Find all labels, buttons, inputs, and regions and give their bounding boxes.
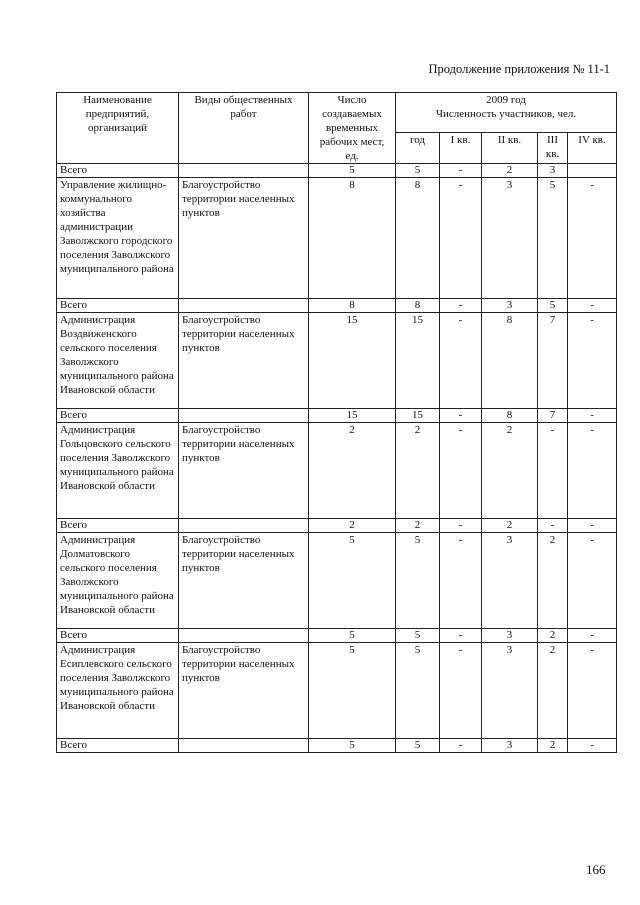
cell-year: 5 [396, 739, 440, 753]
cell-work [179, 739, 309, 753]
cell-jobs: 2 [309, 519, 396, 533]
cell-q2: 3 [482, 643, 538, 739]
cell-q4: - [568, 409, 617, 423]
cell-q4: - [568, 629, 617, 643]
cell-jobs: 5 [309, 164, 396, 178]
cell-org: Всего [57, 629, 179, 643]
cell-org: Администрация Воздвиженского сельского поселения Заволжского муниципального района Ивановской области [57, 313, 179, 409]
header-period-year: год [396, 132, 440, 163]
cell-q4: - [568, 423, 617, 519]
cell-q3: 7 [538, 409, 568, 423]
cell-work [179, 519, 309, 533]
cell-q1: - [440, 178, 482, 299]
table-row [57, 423, 617, 519]
cell-jobs: 5 [309, 739, 396, 753]
cell-year: 5 [396, 643, 440, 739]
cell-jobs: 8 [309, 178, 396, 299]
cell-work [179, 164, 309, 178]
total-row [57, 739, 617, 753]
cell-jobs: 8 [309, 299, 396, 313]
cell-q1: - [440, 533, 482, 629]
cell-q4: - [568, 643, 617, 739]
cell-org: Всего [57, 164, 179, 178]
page-number: 166 [586, 862, 606, 877]
cell-work [179, 629, 309, 643]
cell-org: Всего [57, 519, 179, 533]
header-period-q1: I кв. [440, 132, 482, 163]
cell-jobs: 5 [309, 629, 396, 643]
cell-q2: 3 [482, 533, 538, 629]
cell-q1: - [440, 423, 482, 519]
cell-org: Управление жилищно-коммунального хозяйства администрации Заволжского городского поселения Заволжского муниципального района [57, 178, 179, 299]
header-period-q3: III кв. [538, 132, 568, 163]
cell-jobs: 5 [309, 643, 396, 739]
cell-q4 [568, 164, 617, 178]
cell-jobs: 2 [309, 423, 396, 519]
cell-jobs: 5 [309, 533, 396, 629]
cell-work: Благоустройство территории населенных пунктов [179, 313, 309, 409]
cell-year: 5 [396, 533, 440, 629]
cell-org: Всего [57, 299, 179, 313]
cell-work: Благоустройство территории населенных пунктов [179, 423, 309, 519]
header-jobs: Число создаваемых временных рабочих мест, ед. [309, 93, 396, 164]
cell-q2: 8 [482, 313, 538, 409]
header-year: 2009 год [486, 94, 526, 106]
cell-q1: - [440, 164, 482, 178]
header-period-q2: II кв. [482, 132, 538, 163]
header-year-group [396, 93, 617, 133]
cell-q1: - [440, 739, 482, 753]
cell-q2: 3 [482, 629, 538, 643]
cell-q1: - [440, 299, 482, 313]
cell-work: Благоустройство территории населенных пунктов [179, 533, 309, 629]
cell-q3: - [538, 519, 568, 533]
cell-q4: - [568, 739, 617, 753]
cell-year: 15 [396, 409, 440, 423]
cell-q3: 3 [538, 164, 568, 178]
cell-year: 2 [396, 519, 440, 533]
cell-work [179, 299, 309, 313]
header-participants: Численность участников, чел. [435, 108, 577, 120]
cell-q4: - [568, 178, 617, 299]
header-org: Наименование предприятий, организаций [57, 93, 179, 164]
cell-q4: - [568, 533, 617, 629]
cell-q2: 3 [482, 178, 538, 299]
cell-year: 5 [396, 629, 440, 643]
public-works-table [56, 92, 617, 753]
cell-jobs: 15 [309, 313, 396, 409]
total-row [57, 299, 617, 313]
header-period-q4: IV кв. [568, 132, 617, 163]
cell-jobs: 15 [309, 409, 396, 423]
cell-year: 8 [396, 178, 440, 299]
cell-q1: - [440, 409, 482, 423]
cell-org: Всего [57, 409, 179, 423]
total-row [57, 409, 617, 423]
cell-org: Всего [57, 739, 179, 753]
cell-q1: - [440, 643, 482, 739]
cell-q1: - [440, 313, 482, 409]
cell-q2: 3 [482, 739, 538, 753]
cell-q3: 2 [538, 643, 568, 739]
cell-year: 2 [396, 423, 440, 519]
table-row [57, 533, 617, 629]
cell-work: Благоустройство территории населенных пунктов [179, 178, 309, 299]
total-row [57, 164, 617, 178]
cell-q4: - [568, 299, 617, 313]
cell-q3: 5 [538, 299, 568, 313]
cell-org: Администрация Есиплевского сельского поселения Заволжского муниципального района Ивановской области [57, 643, 179, 739]
cell-q2: 2 [482, 519, 538, 533]
cell-q3: 2 [538, 533, 568, 629]
table-body [57, 164, 617, 753]
cell-work: Благоустройство территории населенных пунктов [179, 643, 309, 739]
cell-q2: 2 [482, 164, 538, 178]
cell-org: Администрация Гольцовского сельского поселения Заволжского муниципального района Ивановской области [57, 423, 179, 519]
cell-q3: 7 [538, 313, 568, 409]
cell-org: Администрация Долматовского сельского поселения Заволжского муниципального района Ивановской области [57, 533, 179, 629]
total-row [57, 629, 617, 643]
cell-q1: - [440, 629, 482, 643]
cell-work [179, 409, 309, 423]
table-row [57, 178, 617, 299]
cell-q2: 8 [482, 409, 538, 423]
cell-q2: 3 [482, 299, 538, 313]
cell-year: 8 [396, 299, 440, 313]
table-row [57, 313, 617, 409]
cell-q3: 5 [538, 178, 568, 299]
cell-year: 5 [396, 164, 440, 178]
total-row [57, 519, 617, 533]
cell-q1: - [440, 519, 482, 533]
header-work-types: Виды общественных работ [179, 93, 309, 164]
cell-year: 15 [396, 313, 440, 409]
cell-q3: - [538, 423, 568, 519]
cell-q4: - [568, 519, 617, 533]
cell-q3: 2 [538, 629, 568, 643]
cell-q4: - [568, 313, 617, 409]
cell-q3: 2 [538, 739, 568, 753]
appendix-caption: Продолжение приложения № 11-1 [428, 62, 610, 76]
cell-q2: 2 [482, 423, 538, 519]
table-row [57, 643, 617, 739]
